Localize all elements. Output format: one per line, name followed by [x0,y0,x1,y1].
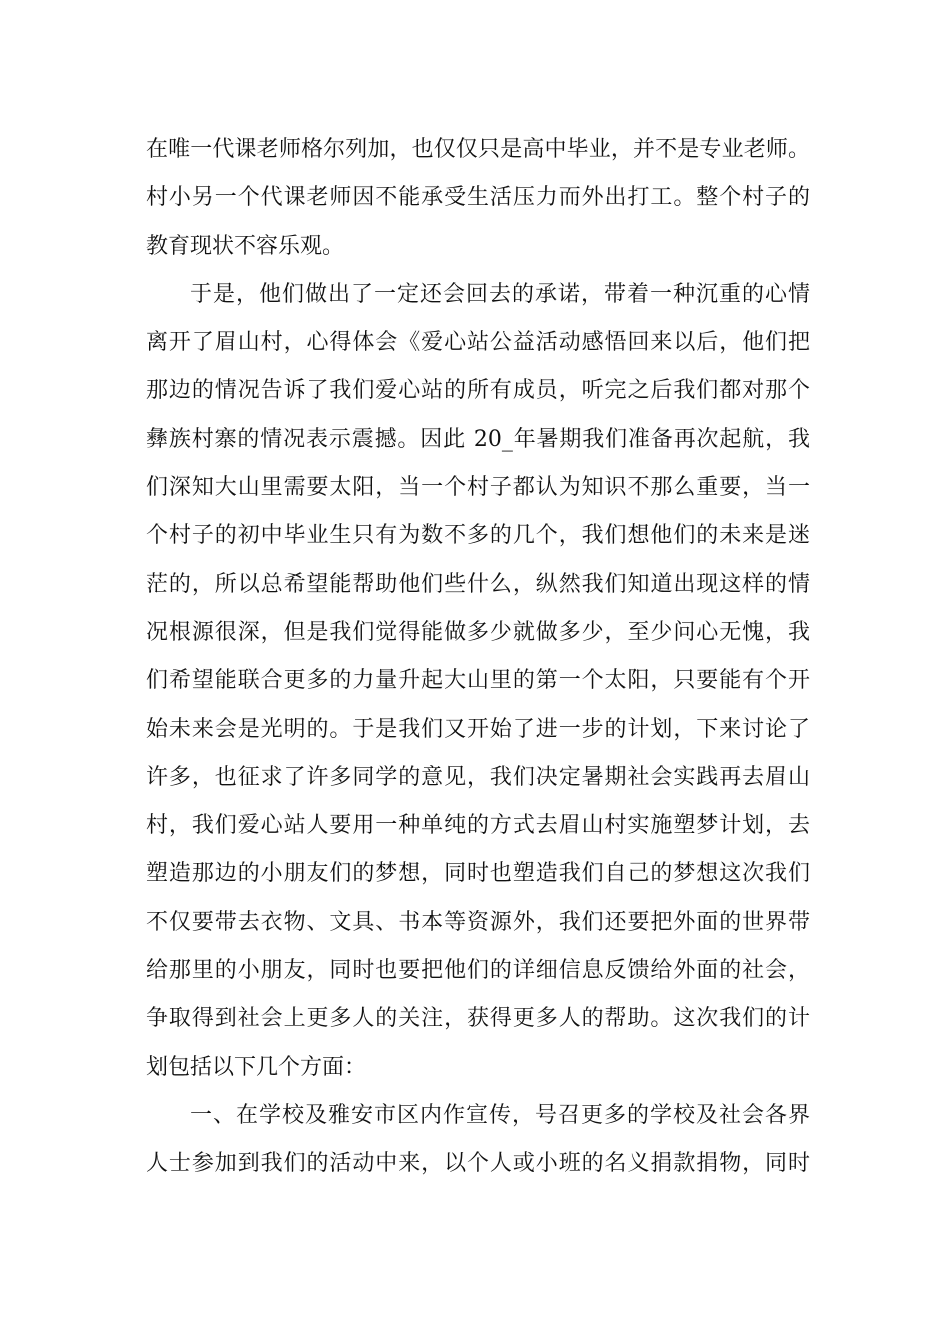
text-line: 不仅要带去衣物、文具、书本等资源外，我们还要把外面的世界带 [146,909,810,935]
text-line: 们深知大山里需要太阳，当一个村子都认为知识不那么重要，当一 [146,475,810,501]
text-line: 教育现状不容乐观。 [146,233,345,259]
paragraph-start-line: 一、在学校及雅安市区内作宣传，号召更多的学校及社会各界 [190,1102,810,1128]
text-line: 们希望能联合更多的力量升起大山里的第一个太阳，只要能有个开 [146,668,810,694]
text-line: 村小另一个代课老师因不能承受生活压力而外出打工。整个村子的 [146,185,810,211]
text-line: 茫的，所以总希望能帮助他们些什么，纵然我们知道出现这样的情 [146,571,810,597]
text-line: 离开了眉山村，心得体会《爱心站公益活动感悟回来以后，他们把 [146,330,810,356]
text-line: 彝族村寨的情况表示震撼。因此 20_年暑期我们准备再次起航，我 [146,426,810,452]
text-line: 那边的情况告诉了我们爱心站的所有成员，听完之后我们都对那个 [146,378,810,404]
text-line: 人士参加到我们的活动中来，以个人或小班的名义捐款捐物，同时 [146,1151,810,1177]
body-text [146,126,810,1189]
paragraph-start-line: 于是，他们做出了一定还会回去的承诺，带着一种沉重的心情 [190,281,810,307]
text-line: 村，我们爱心站人要用一种单纯的方式去眉山村实施塑梦计划，去 [146,813,810,839]
text-line: 许多，也征求了许多同学的意见，我们决定暑期社会实践再去眉山 [146,764,810,790]
text-line: 始未来会是光明的。于是我们又开始了进一步的计划，下来讨论了 [146,716,810,742]
text-line: 在唯一代课老师格尔列加，也仅仅只是高中毕业，并不是专业老师。 [146,137,810,162]
text-line: 划包括以下几个方面： [146,1054,367,1080]
text-line: 给那里的小朋友，同时也要把他们的详细信息反馈给外面的社会， [146,958,810,984]
text-line: 争取得到社会上更多人的关注，获得更多人的帮助。这次我们的计 [146,1006,810,1032]
text-line: 况根源很深，但是我们觉得能做多少就做多少，至少问心无愧，我 [146,619,810,645]
text-line: 个村子的初中毕业生只有为数不多的几个，我们想他们的未来是迷 [146,523,810,549]
text-line: 塑造那边的小朋友们的梦想，同时也塑造我们自己的梦想这次我们 [146,861,810,887]
